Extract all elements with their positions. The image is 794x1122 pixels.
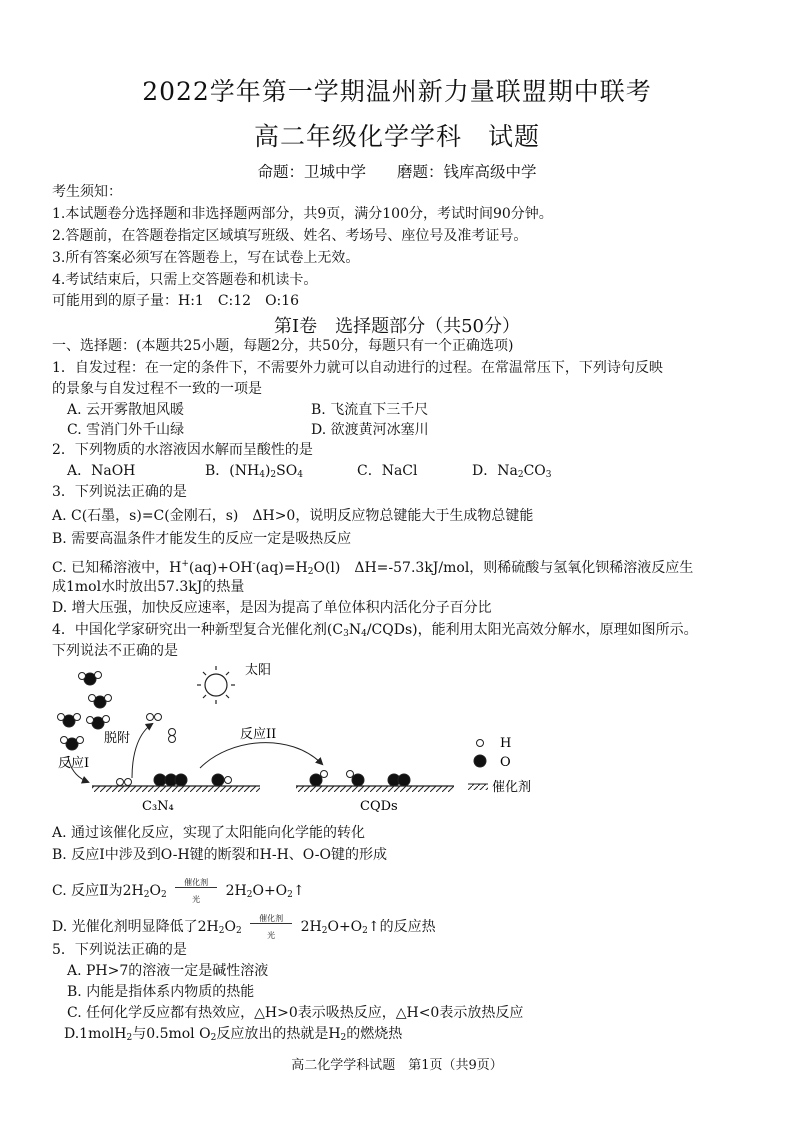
- subscript: 2: [270, 470, 277, 480]
- subscript: 3: [343, 629, 349, 639]
- subscript: 4: [361, 629, 367, 639]
- formula-text: (aq)=H: [255, 560, 308, 576]
- desorb-arrow: [132, 724, 152, 778]
- formula-text: O: [224, 919, 236, 935]
- q1-option-d: D. 欲渡黄河冰塞川: [311, 422, 429, 438]
- q5-option-c: C. 任何化学反应都有热效应，△H>0表示吸热反应，△H<0表示放热反应: [67, 1005, 524, 1021]
- reaction2-label: 反应II: [240, 727, 277, 742]
- reaction-condition: [173, 878, 219, 904]
- notice-heading: 考生须知：: [52, 184, 122, 200]
- q5-option-a: A. PH>7的溶液一定是碱性溶液: [67, 963, 269, 979]
- formula-text: O: [149, 883, 161, 899]
- subscript: 2: [235, 926, 242, 936]
- stem-text: N: [348, 622, 362, 638]
- exam-authors: 命题：卫城中学 磨题：钱库高级中学: [257, 163, 537, 181]
- q3-option-a: A. C(石墨，s)=C(金刚石，s) ΔH>0，说明反应物总键能大于生成物总键能: [52, 508, 534, 524]
- subscript: 2: [340, 1033, 347, 1043]
- q3-stem: 3．下列说法正确的是: [52, 484, 187, 500]
- formula-text: B．(NH: [205, 463, 260, 479]
- q4-option-c: [52, 878, 305, 905]
- formula-text: D.1molH: [64, 1026, 127, 1042]
- section-intro: 一、选择题：(本题共25小题，每题2分，共50分，每题只有一个正确选项): [52, 338, 514, 354]
- legend-catalyst-label: 催化剂: [492, 780, 532, 795]
- q3-option-c-cont: 成1mol水时放出57.3kJ的热量: [52, 579, 245, 595]
- q4-option-d: [52, 914, 436, 941]
- notice-item: 1.本试题卷分选择题和非选择题两部分，共9页，满分100分，考试时间90分钟。: [52, 206, 553, 222]
- notice-item: 3.所有答案必须写在答题卷上，写在试卷上无效。: [52, 250, 360, 266]
- reaction1-label: 反应I: [58, 756, 90, 771]
- subscript: 4: [259, 470, 265, 480]
- subscript: 2: [362, 926, 368, 936]
- q2-option-c: C．NaCl: [357, 463, 418, 479]
- formula-text: ): [264, 463, 271, 479]
- q2-option-b: [205, 461, 303, 485]
- reaction-condition: [248, 914, 294, 940]
- legend-o-label: O: [500, 755, 511, 770]
- sun-label: 太阳: [245, 663, 272, 678]
- q1-stem: 1．自发过程：在一定的条件下，不需要外力就可以自动进行的过程。在常温常压下，下列诗句反映: [52, 360, 663, 376]
- stem-text: /CQDs)，能利用太阳光高效分解水，原理如图所示。: [366, 622, 698, 638]
- subscript: 2: [321, 926, 328, 936]
- legend-h-label: H: [500, 736, 512, 751]
- catalyst-surface: [296, 786, 454, 792]
- subscript: 2: [287, 890, 293, 900]
- subscript: 2: [210, 1033, 217, 1043]
- condition-catalyst: 催化剂: [184, 878, 209, 887]
- photocatalysis-figure: [40, 660, 600, 830]
- cqds-label: CQDs: [360, 799, 398, 814]
- q1-option-b: B. 飞流直下三千尺: [311, 402, 429, 418]
- q3-option-d: D. 增大压强，加快反应速率，是因为提高了单位体积内活化分子百分比: [52, 600, 492, 616]
- sun-icon: [197, 666, 235, 704]
- subscript: 2: [143, 890, 150, 900]
- formula-text: 2H: [300, 919, 322, 935]
- formula-text: 与0.5mol O: [132, 1026, 211, 1042]
- desorb-label: 脱附: [104, 731, 131, 746]
- stem-text: 4．中国化学家研究出一种新型复合光催化剂(C: [52, 622, 344, 638]
- formula-text: C. 已知稀溶液中，H: [52, 560, 182, 576]
- q4-stem: 下列说法不正确的是: [52, 643, 178, 659]
- q1-option-c: C. 雪消门外千山绿: [67, 422, 185, 438]
- surface2-molecules: [310, 771, 410, 787]
- atomic-masses: 可能用到的原子量：H:1 C:12 O:16: [52, 293, 300, 309]
- section-title: 第Ⅰ卷 选择题部分（共50分）: [273, 316, 520, 337]
- formula-text: D．Na: [472, 463, 518, 479]
- q5-stem: 5．下列说法正确的是: [52, 942, 187, 958]
- subscript: 2: [246, 890, 253, 900]
- reaction2-arrow: [200, 743, 322, 768]
- formula-text: O+O: [252, 883, 288, 899]
- formula-text: O(l) ΔH=-57.3kJ/mol，则稀硫酸与氢氧化钡稀溶液反应生: [313, 560, 694, 576]
- catalyst-surface: [92, 786, 260, 792]
- exam-title: 2022学年第一学期温州新力量联盟期中联考: [142, 77, 652, 106]
- formula-text: C. 反应Ⅱ为2H: [52, 883, 144, 899]
- surface1-molecules: [117, 774, 232, 786]
- condition-bar: [250, 923, 292, 924]
- formula-text: 反应放出的热就是H: [216, 1026, 341, 1042]
- superscript: -: [252, 559, 256, 569]
- q1-option-a: A. 云开雾散旭风暖: [67, 402, 185, 418]
- c3n4-label: C₃N₄: [142, 799, 174, 814]
- condition-bar: [175, 887, 217, 888]
- superscript: +: [181, 559, 189, 569]
- desorbed-molecules: [147, 714, 176, 743]
- formula-text: O+O: [327, 919, 363, 935]
- subscript: 2: [218, 926, 225, 936]
- formula-text: 2H: [225, 883, 247, 899]
- q3-option-b: B. 需要高温条件才能发生的反应一定是吸热反应: [52, 531, 352, 547]
- subscript: 2: [126, 1033, 133, 1043]
- condition-catalyst: 催化剂: [259, 914, 284, 923]
- subscript: 2: [517, 470, 524, 480]
- q5-option-d: [64, 1024, 402, 1048]
- page-footer: 高二化学学科试题 第1页（共9页）: [291, 1058, 503, 1073]
- q2-option-a: A．NaOH: [67, 463, 136, 479]
- q2-stem: 2．下列物质的水溶液因水解而呈酸性的是: [52, 442, 313, 458]
- q4-option-b: B. 反应Ⅰ中涉及到O-H键的断裂和H-H、O-O键的形成: [52, 847, 387, 863]
- subscript: 2: [160, 890, 167, 900]
- formula-text: ↑的反应热: [367, 919, 436, 935]
- exam-subtitle: 高二年级化学学科 试题: [253, 122, 540, 151]
- q4-option-a: A. 通过该催化反应，实现了太阳能向化学能的转化: [52, 825, 366, 841]
- notice-item: 4.考试结束后，只需上交答题卷和机读卡。: [52, 272, 318, 288]
- formula-text: 的燃烧热: [346, 1026, 403, 1042]
- figure-legend: [468, 736, 531, 795]
- formula-text: SO: [276, 463, 298, 479]
- formula-text: D. 光催化剂明显降低了2H: [52, 919, 219, 935]
- subscript: 2: [307, 567, 314, 577]
- subscript: 3: [545, 470, 552, 480]
- q2-option-d: [472, 461, 552, 485]
- q1-stem: 的景象与自发过程不一致的一项是: [52, 381, 262, 397]
- condition-light: 光: [192, 895, 201, 904]
- condition-light: 光: [267, 931, 276, 940]
- q5-option-b: B. 内能是指体系内物质的热能: [67, 984, 255, 1000]
- formula-text: CO: [523, 463, 546, 479]
- subscript: 4: [297, 470, 303, 480]
- formula-text: ↑: [292, 883, 305, 899]
- notice-item: 2.答题前，在答题卷指定区域填写班级、姓名、考场号、座位号及准考证号。: [52, 228, 528, 244]
- formula-text: (aq)+OH: [188, 560, 253, 576]
